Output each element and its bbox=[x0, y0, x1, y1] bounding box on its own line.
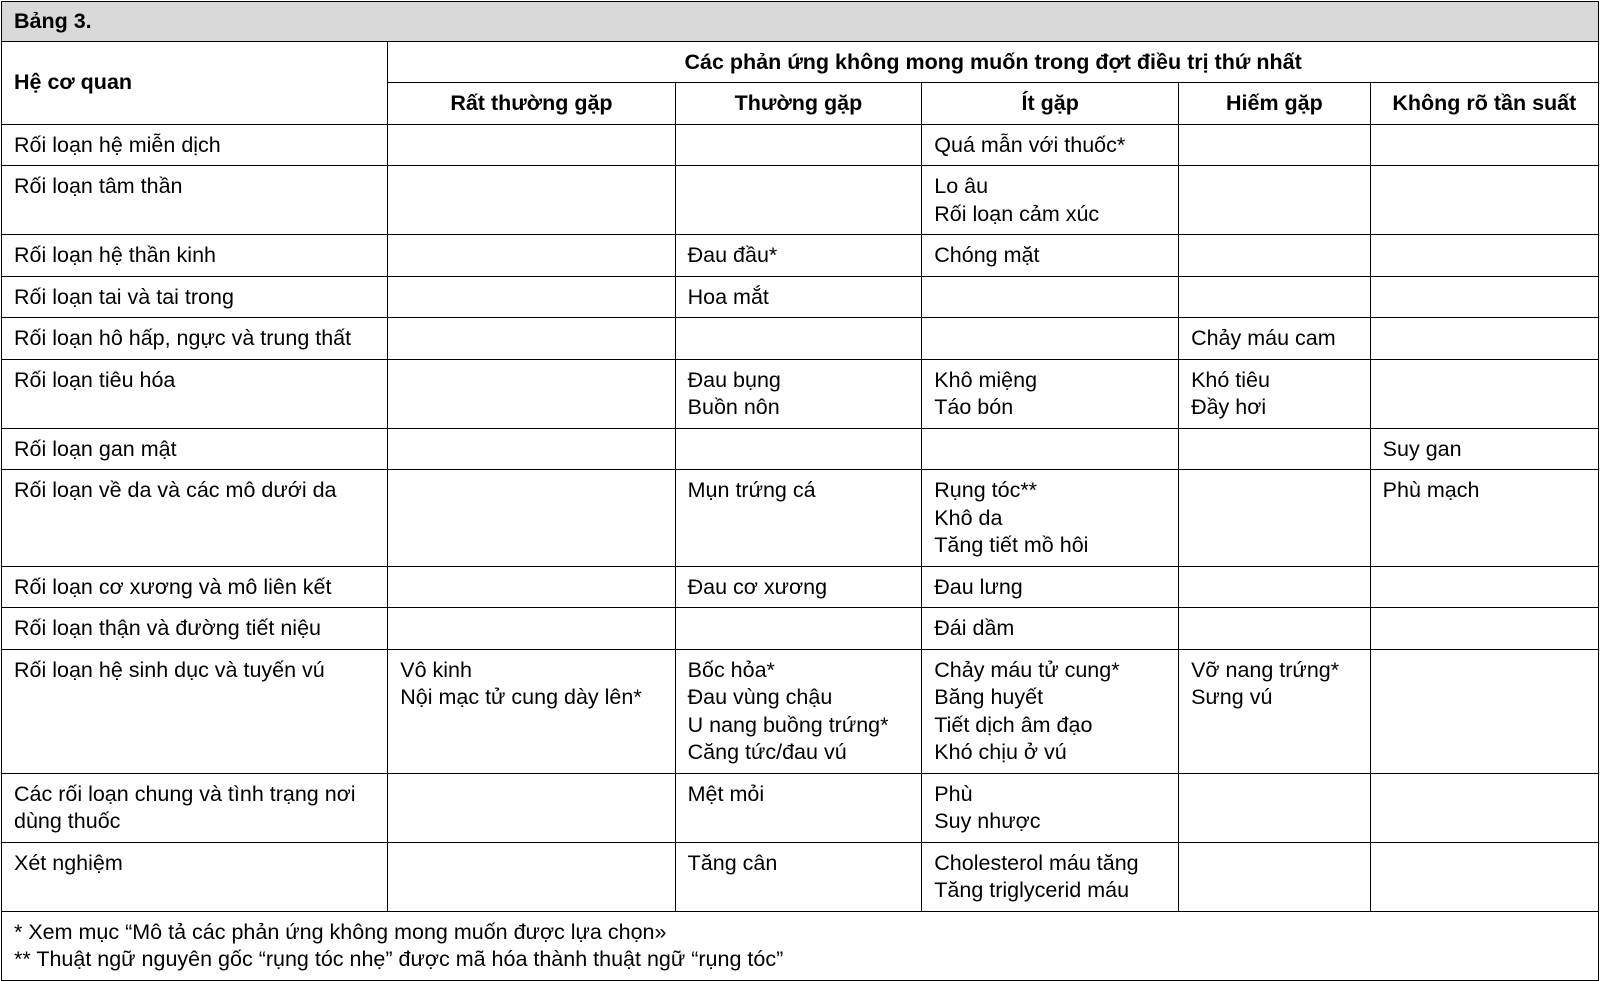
frequency-cell bbox=[1370, 608, 1598, 650]
reaction-item: Cholesterol máu tăng bbox=[934, 850, 1139, 875]
frequency-cell bbox=[675, 359, 922, 428]
reaction-item: Suy gan bbox=[1382, 436, 1462, 461]
organ-system-label: Rối loạn hệ thần kinh bbox=[14, 243, 217, 267]
frequency-cell bbox=[675, 566, 922, 608]
reaction-item: Đau bụng bbox=[687, 367, 781, 392]
column-header-label: Hiếm gặp bbox=[1225, 91, 1323, 115]
frequency-cell bbox=[388, 773, 675, 842]
header-organ-system-label: Hệ cơ quan bbox=[14, 70, 133, 95]
organ-system-label: Rối loạn hệ miễn dịch bbox=[14, 132, 221, 157]
reaction-item: Mụn trứng cá bbox=[687, 478, 816, 502]
reaction-item: Khó tiêu bbox=[1191, 367, 1270, 392]
column-header bbox=[675, 83, 922, 125]
table-row bbox=[2, 166, 1599, 235]
header-organ-system bbox=[2, 41, 388, 124]
frequency-cell bbox=[675, 649, 922, 773]
frequency-cell bbox=[675, 276, 922, 318]
frequency-cell bbox=[675, 318, 922, 360]
frequency-cell bbox=[1370, 470, 1598, 567]
reaction-item: Căng tức/đau vú bbox=[687, 740, 847, 764]
table-row bbox=[2, 428, 1599, 470]
reaction-item: Quá mẫn với thuốc* bbox=[934, 132, 1126, 157]
frequency-cell bbox=[1179, 773, 1371, 842]
table-row bbox=[2, 124, 1599, 166]
frequency-cell bbox=[922, 470, 1179, 567]
reaction-item: Phù bbox=[934, 781, 973, 806]
organ-system-cell bbox=[2, 235, 388, 277]
organ-system-cell bbox=[2, 318, 388, 360]
reaction-item: Chảy máu tử cung* bbox=[934, 657, 1120, 682]
frequency-cell bbox=[1370, 566, 1598, 608]
table-row bbox=[2, 773, 1599, 842]
organ-system-label: Các rối loạn chung và tình trạng nơi dùng thuốc bbox=[14, 781, 356, 833]
footnotes bbox=[2, 911, 1599, 980]
frequency-cell bbox=[1370, 124, 1598, 166]
frequency-cell bbox=[675, 124, 922, 166]
reaction-item: Tăng cân bbox=[687, 850, 778, 875]
table-row bbox=[2, 318, 1599, 360]
column-header bbox=[388, 83, 675, 125]
adverse-reactions-table bbox=[1, 1, 1599, 981]
frequency-cell bbox=[675, 428, 922, 470]
frequency-cell bbox=[1179, 166, 1371, 235]
organ-system-label: Rối loạn thận và đường tiết niệu bbox=[14, 616, 321, 640]
organ-system-cell bbox=[2, 773, 388, 842]
reaction-item: Mệt mỏi bbox=[687, 781, 765, 806]
table-row bbox=[2, 235, 1599, 277]
frequency-cell bbox=[388, 608, 675, 650]
reaction-item: Khô da bbox=[934, 505, 1003, 530]
organ-system-cell bbox=[2, 842, 388, 911]
reaction-item: Hoa mắt bbox=[687, 284, 769, 309]
frequency-cell bbox=[675, 470, 922, 567]
frequency-cell bbox=[1179, 359, 1371, 428]
column-header-label: Thường gặp bbox=[734, 91, 863, 115]
frequency-cell bbox=[1370, 166, 1598, 235]
frequency-cell bbox=[922, 124, 1179, 166]
frequency-cell bbox=[675, 166, 922, 235]
frequency-cell bbox=[922, 608, 1179, 650]
frequency-cell bbox=[388, 235, 675, 277]
frequency-cell bbox=[1179, 608, 1371, 650]
organ-system-label: Rối loạn tâm thần bbox=[14, 174, 183, 198]
organ-system-cell bbox=[2, 276, 388, 318]
reaction-item: Vô kinh bbox=[400, 657, 472, 682]
organ-system-label: Rối loạn tai và tai trong bbox=[14, 284, 234, 309]
reaction-item: Tăng triglycerid máu bbox=[934, 878, 1130, 902]
organ-system-cell bbox=[2, 166, 388, 235]
frequency-cell bbox=[1179, 276, 1371, 318]
table-row bbox=[2, 608, 1599, 650]
reaction-item: Nội mạc tử cung dày lên* bbox=[400, 685, 642, 709]
frequency-cell bbox=[1370, 842, 1598, 911]
reaction-item: Rối loạn cảm xúc bbox=[934, 201, 1100, 226]
table-row bbox=[2, 359, 1599, 428]
frequency-cell bbox=[388, 649, 675, 773]
table-row bbox=[2, 470, 1599, 567]
column-header-label: Ít gặp bbox=[1021, 91, 1079, 115]
frequency-cell bbox=[1370, 276, 1598, 318]
frequency-cell bbox=[922, 276, 1179, 318]
frequency-cell bbox=[675, 773, 922, 842]
frequency-cell bbox=[1370, 359, 1598, 428]
reaction-item: Đau đầu* bbox=[687, 243, 778, 267]
reaction-item: Buồn nôn bbox=[687, 395, 780, 419]
frequency-cell bbox=[1370, 773, 1598, 842]
organ-system-cell bbox=[2, 359, 388, 428]
frequency-cell bbox=[388, 124, 675, 166]
reaction-item: Suy nhược bbox=[934, 809, 1041, 833]
frequency-cell bbox=[388, 318, 675, 360]
column-header bbox=[1179, 83, 1371, 125]
frequency-cell bbox=[922, 359, 1179, 428]
frequency-cell bbox=[675, 235, 922, 277]
frequency-cell bbox=[922, 318, 1179, 360]
reaction-item: Khô miệng bbox=[934, 367, 1038, 392]
table-row bbox=[2, 842, 1599, 911]
reaction-item: Đầy hơi bbox=[1191, 395, 1267, 419]
frequency-cell bbox=[388, 359, 675, 428]
organ-system-cell bbox=[2, 608, 388, 650]
frequency-cell bbox=[1370, 235, 1598, 277]
reaction-item: Tăng tiết mồ hôi bbox=[934, 533, 1089, 557]
organ-system-cell bbox=[2, 428, 388, 470]
table-row bbox=[2, 276, 1599, 318]
reaction-item: Sưng vú bbox=[1191, 685, 1273, 709]
frequency-cell bbox=[922, 428, 1179, 470]
organ-system-cell bbox=[2, 470, 388, 567]
frequency-cell bbox=[388, 166, 675, 235]
frequency-cell bbox=[675, 842, 922, 911]
table-row bbox=[2, 566, 1599, 608]
column-header bbox=[1370, 83, 1598, 125]
frequency-cell bbox=[388, 842, 675, 911]
reaction-item: Băng huyết bbox=[934, 685, 1044, 709]
reaction-item: U nang buồng trứng* bbox=[687, 712, 889, 737]
column-header-label: Không rõ tần suất bbox=[1392, 91, 1577, 115]
frequency-cell bbox=[388, 566, 675, 608]
frequency-cell bbox=[1179, 318, 1371, 360]
frequency-cell bbox=[1179, 124, 1371, 166]
table-caption bbox=[2, 2, 1599, 42]
reaction-item: Bốc hỏa* bbox=[687, 657, 775, 682]
table-body bbox=[2, 124, 1599, 911]
footnote-line: * Xem mục “Mô tả các phản ứng không mong muốn được lựa chọn» bbox=[14, 919, 667, 944]
organ-system-label: Rối loạn tiêu hóa bbox=[14, 367, 176, 392]
organ-system-label: Rối loạn hô hấp, ngực và trung thất bbox=[14, 326, 352, 350]
frequency-cell bbox=[922, 842, 1179, 911]
frequency-cell bbox=[922, 773, 1179, 842]
header-group-title-label: Các phản ứng không mong muốn trong đợt điều trị thứ nhất bbox=[684, 49, 1302, 74]
frequency-cell bbox=[1370, 318, 1598, 360]
column-header bbox=[922, 83, 1179, 125]
organ-system-cell bbox=[2, 649, 388, 773]
column-header-label: Rất thường gặp bbox=[450, 91, 613, 115]
frequency-cell bbox=[675, 608, 922, 650]
organ-system-label: Rối loạn hệ sinh dục và tuyến vú bbox=[14, 657, 325, 682]
frequency-cell bbox=[1370, 649, 1598, 773]
header-group-title bbox=[388, 41, 1599, 83]
frequency-cell bbox=[922, 566, 1179, 608]
reaction-item: Đái dầm bbox=[934, 616, 1015, 640]
reaction-item: Đau lưng bbox=[934, 574, 1023, 599]
frequency-cell bbox=[1179, 428, 1371, 470]
reaction-item: Đau cơ xương bbox=[687, 574, 828, 599]
frequency-cell bbox=[1179, 470, 1371, 567]
frequency-cell bbox=[1179, 842, 1371, 911]
frequency-cell bbox=[1179, 235, 1371, 277]
table-row bbox=[2, 649, 1599, 773]
frequency-cell bbox=[922, 166, 1179, 235]
organ-system-cell bbox=[2, 124, 388, 166]
reaction-item: Táo bón bbox=[934, 395, 1014, 419]
reaction-item: Lo âu bbox=[934, 174, 989, 198]
footnote-line: ** Thuật ngữ nguyên gốc “rụng tóc nhẹ” được mã hóa thành thuật ngữ “rụng tóc” bbox=[14, 947, 784, 971]
frequency-cell bbox=[388, 470, 675, 567]
reaction-item: Rụng tóc** bbox=[934, 478, 1038, 502]
reaction-item: Đau vùng chậu bbox=[687, 685, 833, 709]
organ-system-cell bbox=[2, 566, 388, 608]
frequency-cell bbox=[922, 649, 1179, 773]
organ-system-label: Xét nghiệm bbox=[14, 850, 123, 875]
reaction-item: Khó chịu ở vú bbox=[934, 740, 1067, 764]
table-caption-text: Bảng 3. bbox=[14, 9, 92, 33]
reaction-item: Chảy máu cam bbox=[1191, 326, 1336, 350]
organ-system-label: Rối loạn cơ xương và mô liên kết bbox=[14, 574, 332, 599]
reaction-item: Tiết dịch âm đạo bbox=[934, 712, 1093, 737]
reaction-item: Chóng mặt bbox=[934, 243, 1040, 267]
frequency-cell bbox=[1179, 649, 1371, 773]
reaction-item: Vỡ nang trứng* bbox=[1191, 657, 1340, 682]
reaction-item: Phù mạch bbox=[1382, 478, 1480, 502]
frequency-cell bbox=[1370, 428, 1598, 470]
organ-system-label: Rối loạn gan mật bbox=[14, 436, 177, 461]
frequency-cell bbox=[388, 428, 675, 470]
frequency-cell bbox=[922, 235, 1179, 277]
organ-system-label: Rối loạn về da và các mô dưới da bbox=[14, 478, 337, 502]
frequency-cell bbox=[388, 276, 675, 318]
frequency-cell bbox=[1179, 566, 1371, 608]
